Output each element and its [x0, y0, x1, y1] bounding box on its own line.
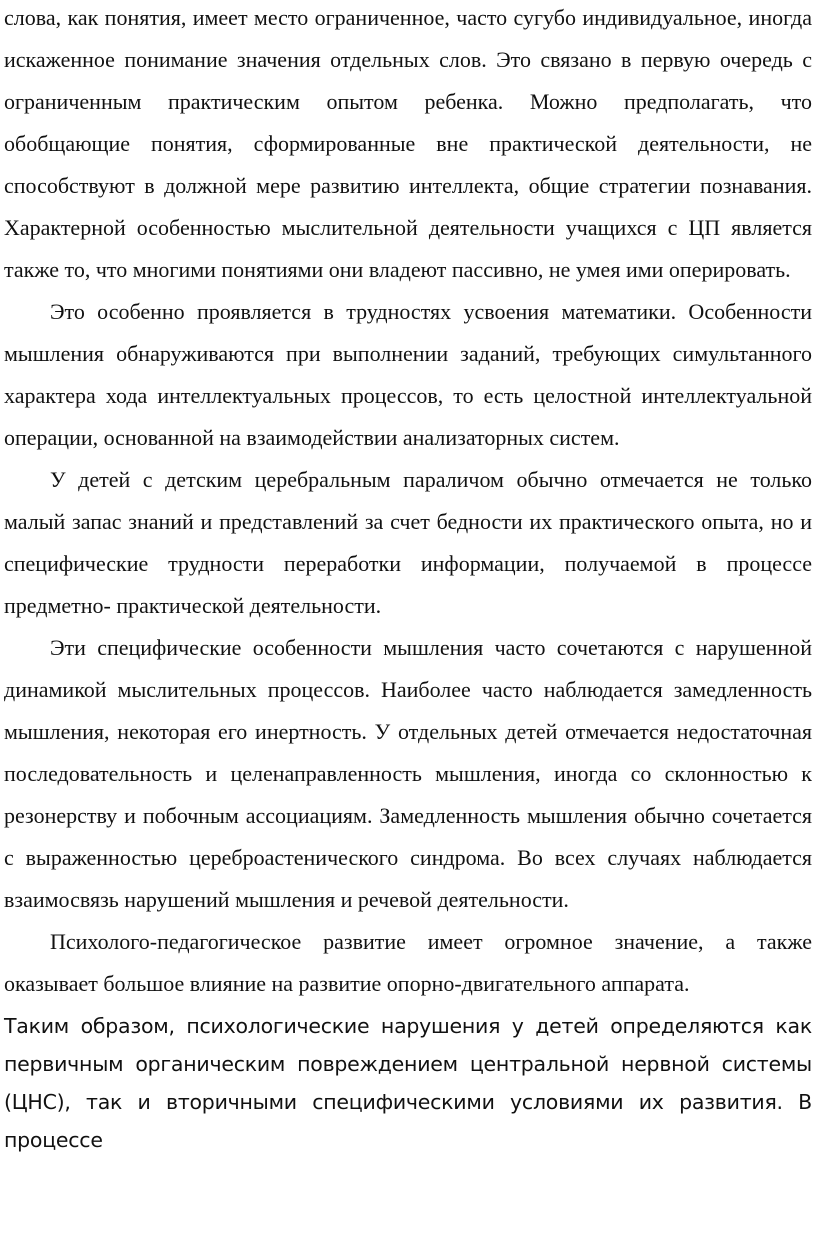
paragraph-2: Это особенно проявляется в трудностях усвоения математики. Особенности мышления обнаруживаются при выполнении заданий, требующих симультанного характера хода интеллектуальных процессов, то есть целостной интеллектуальной операции, основанной на взаимодействии анализаторных систем.: [4, 299, 812, 450]
paragraph-3: У детей с детским церебральным параличом обычно отмечается не только малый запас знаний и представлений за счет бедности их практического опыта, но и специфические трудности переработки информации, получаемой в процессе предметно- практической деятельности.: [4, 467, 812, 618]
paragraph-4: Эти специфические особенности мышления часто сочетаются с нарушенной динамикой мыслительных процессов. Наиболее часто наблюдается замедленность мышления, некоторая его инертность. У отдельных детей отмечается недостаточная последовательность и целенаправленность мышления, иногда со склонностью к резонерству и побочным ассоциациям. Замедленность мышления обычно сочетается с выраженностью цереброастенического синдрома. Во всех случаях наблюдается взаимосвязь нарушений мышления и речевой деятельности.: [4, 635, 812, 912]
paragraph-5: Психолого-педагогическое развитие имеет огромное значение, а также оказывает большое влияние на развитие опорно-двигательного аппарата.: [4, 929, 812, 996]
paragraph-1: слова, как понятия, имеет место ограниченное, часто сугубо индивидуальное, иногда искаженное понимание значения отдельных слов. Это связано в первую очередь с ограниченным практическим опытом ребенка. Можно предполагать, что обобщающие понятия, сформированные вне практической деятельности, не способствуют в должной мере развитию интеллекта, общие стратегии познавания. Характерной особенностью мыслительной деятельности учащихся с ЦП является также то, что многими понятиями они владеют пассивно, не умея ими оперировать.: [4, 5, 812, 282]
paragraph-conclusion: Таким образом, психологические нарушения у детей определяются как первичным органическим повреждением центральной нервной системы (ЦНС), так и вторичными специфическими условиями их развития. В процессе: [4, 1014, 812, 1152]
